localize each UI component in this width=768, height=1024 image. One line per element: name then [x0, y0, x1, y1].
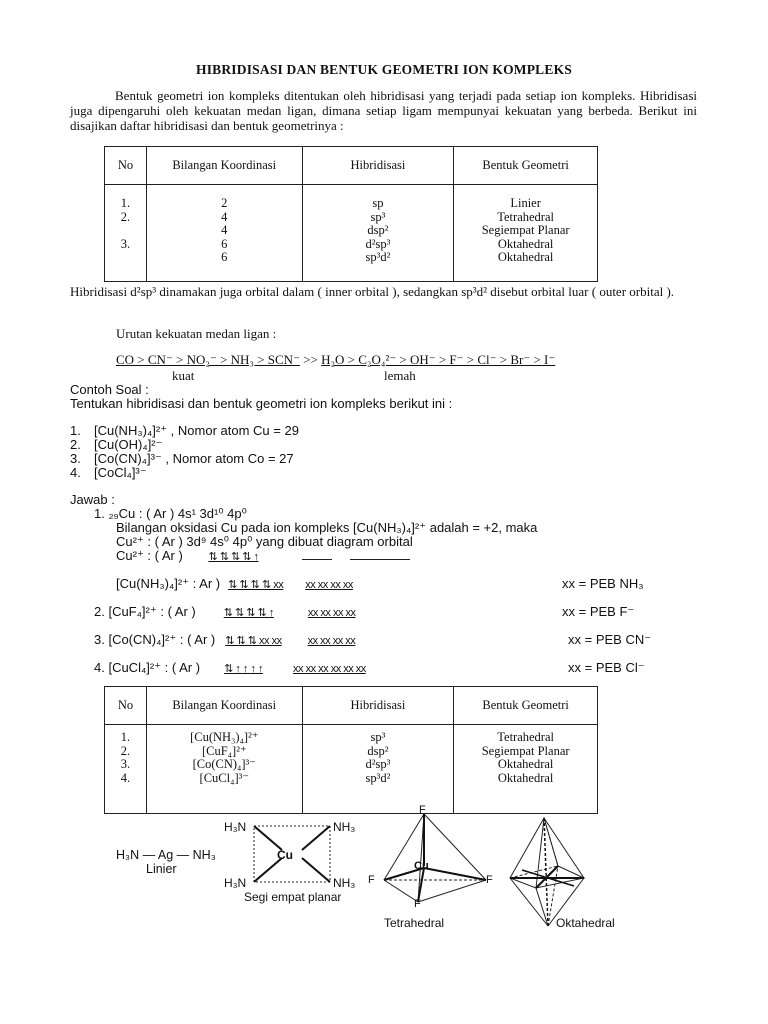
ligand-separator: >> [303, 352, 318, 367]
jawab-line-4: Cu²⁺ : ( Ar ) ⇅ ⇅ ⇅ ⇅ ↑ [116, 548, 410, 564]
tetra-center: Cu [414, 860, 429, 872]
list-item: 4. [CoCl₄]³⁻ [70, 465, 147, 480]
linier-formula: H₃N — Ag — NH₃ [116, 848, 216, 862]
orbital-row-3: 3. [Co(CN)₄]²⁺ : ( Ar ) ⇅ ⇅ ⇅ xx xx xx xx xx xx [94, 632, 356, 647]
edge-line [418, 880, 486, 902]
table-header-row [105, 147, 598, 185]
answer-table [104, 686, 598, 814]
orbital-row-1: [Cu(NH₃)₄]²⁺ : Ar ) ⇅ ⇅ ⇅ ⇅ xx xx xx xx xx [116, 576, 353, 591]
question-list [70, 424, 299, 480]
tetra-f-right: F [486, 874, 493, 886]
ligand-series [116, 352, 555, 368]
jawab-line-2: Bilangan oksidasi Cu pada ion kompleks [Cu(NH₃)₄]²⁺ adalah = +2, maka [116, 520, 538, 535]
edge-line [384, 880, 418, 902]
planar-ligand-tl: H₃N [224, 820, 247, 834]
label-kuat: kuat [172, 368, 195, 383]
orbital-row-2: 2. [CuF₄]²⁺ : ( Ar ) ⇅ ⇅ ⇅ ⇅ ↑ xx xx xx xx [94, 604, 356, 619]
linier-label: Linier [146, 862, 177, 876]
list-item: 1. [Cu(NH₃)₄]²⁺ , Nomor atom Cu = 29 [70, 423, 299, 438]
bond-line [544, 818, 548, 926]
ligand-strong: CO > CN⁻ > NO₂⁻ > NH₃ > SCN⁻ [116, 352, 300, 367]
col-hibridisasi: sp³ dsp² d²sp³ sp³d² [302, 725, 454, 814]
header-no: No [105, 147, 147, 185]
contoh-prompt: Tentukan hibridisasi dan bentuk geometri ion kompleks berikut ini : [70, 396, 453, 411]
label-lemah: lemah [384, 368, 416, 383]
header-bentuk-geometri: Bentuk Geometri [454, 687, 598, 725]
header-bilangan-koordinasi: Bilangan Koordinasi [146, 687, 302, 725]
intro-paragraph: Bentuk geometri ion kompleks ditentukan oleh hibridisasi yang terjadi pada setiap ion kompleks. Hibridisasi juga dipengaruhi oleh kekuatan medan ligan, dimana setiap ligam mempunyai kekuatan yang berbeda. Berikut ini disajikan daftar hibridisasi dan bentuk geometrinya : [70, 88, 697, 133]
tetrahedral-diagram [364, 806, 514, 916]
table-header-row [105, 687, 598, 725]
peb-3: xx = PEB CN⁻ [568, 632, 652, 647]
tetra-f-left: F [368, 874, 375, 886]
planar-label: Segi empat planar [244, 890, 342, 904]
header-bilangan-koordinasi: Bilangan Koordinasi [146, 147, 302, 185]
planar-ligand-tr: NH₃ [333, 820, 356, 834]
col-ion: [Cu(NH₃)₄]²⁺ [CuF₄]²⁺ [Co(CN)₄]³⁻ [CuCl₄]³⁻ [146, 725, 302, 814]
col-bilangan: 2 4 4 6 6 [146, 185, 302, 282]
hybridization-table [104, 146, 598, 282]
ligand-weak: H₂O > C₂O₄²⁻ > OH⁻ > F⁻ > Cl⁻ > Br⁻ > I⁻ [321, 352, 556, 367]
header-no: No [105, 687, 147, 725]
col-bentuk: Linier Tetrahedral Segiempat Planar Oktahedral Oktahedral [454, 185, 598, 282]
contoh-heading: Contoh Soal : [70, 382, 149, 397]
col-no: 1. 2. 3. [105, 185, 147, 282]
ligand-heading: Urutan kekuatan medan ligan : [116, 326, 277, 341]
header-bentuk-geometri: Bentuk Geometri [454, 147, 598, 185]
list-item: 2. [Cu(OH)₄]²⁻ [70, 437, 163, 452]
orbital-note: Hibridisasi d²sp³ dinamakan juga orbital dalam ( inner orbital ), sedangkan sp³d² disebut orbital luar ( outer orbital ). [70, 284, 675, 299]
tetra-f-bottom: F [414, 898, 421, 910]
col-no: 1. 2. 3. 4. [105, 725, 147, 814]
peb-2: xx = PEB F⁻ [562, 604, 635, 619]
planar-center: Cu [277, 848, 293, 862]
planar-ligand-bl: H₃N [224, 876, 247, 890]
orbital-row-4: 4. [CuCl₄]²⁺ : ( Ar ) ⇅ ↑ ↑ ↑ ↑ xx xx xx xx xx xx [94, 660, 366, 675]
bond-line [302, 858, 330, 882]
list-item: 3. [Co(CN)₄]³⁻ , Nomor atom Co = 27 [70, 451, 294, 466]
header-hibridisasi: Hibridisasi [302, 687, 454, 725]
col-hibridisasi: sp sp³ dsp² d²sp³ sp³d² [302, 185, 454, 282]
octahedral-diagram [500, 814, 600, 930]
table-body-row [105, 185, 598, 282]
bond-line [254, 826, 282, 850]
jawab-line-3: Cu²⁺ : ( Ar ) 3d⁹ 4s⁰ 4p⁰ yang dibuat diagram orbital [116, 534, 413, 549]
table-body-row [105, 725, 598, 814]
col-bentuk: Tetrahedral Segiempat Planar Oktahedral Oktahedral [454, 725, 598, 814]
header-hibridisasi: Hibridisasi [302, 147, 454, 185]
peb-1: xx = PEB NH₃ [562, 576, 644, 591]
jawab-heading: Jawab : [70, 492, 115, 507]
jawab-line-1: 1. ₂₉Cu : ( Ar ) 4s¹ 3d¹⁰ 4p⁰ [94, 506, 247, 521]
tetra-label: Tetrahedral [384, 916, 445, 930]
okta-label: Oktahedral [556, 916, 615, 930]
tetra-f-top: F [419, 804, 426, 816]
planar-ligand-br: NH₃ [333, 876, 356, 890]
page-title: HIBRIDISASI DAN BENTUK GEOMETRI ION KOMPLEKS [196, 62, 572, 77]
peb-4: xx = PEB Cl⁻ [568, 660, 645, 675]
bond-line [302, 826, 330, 850]
